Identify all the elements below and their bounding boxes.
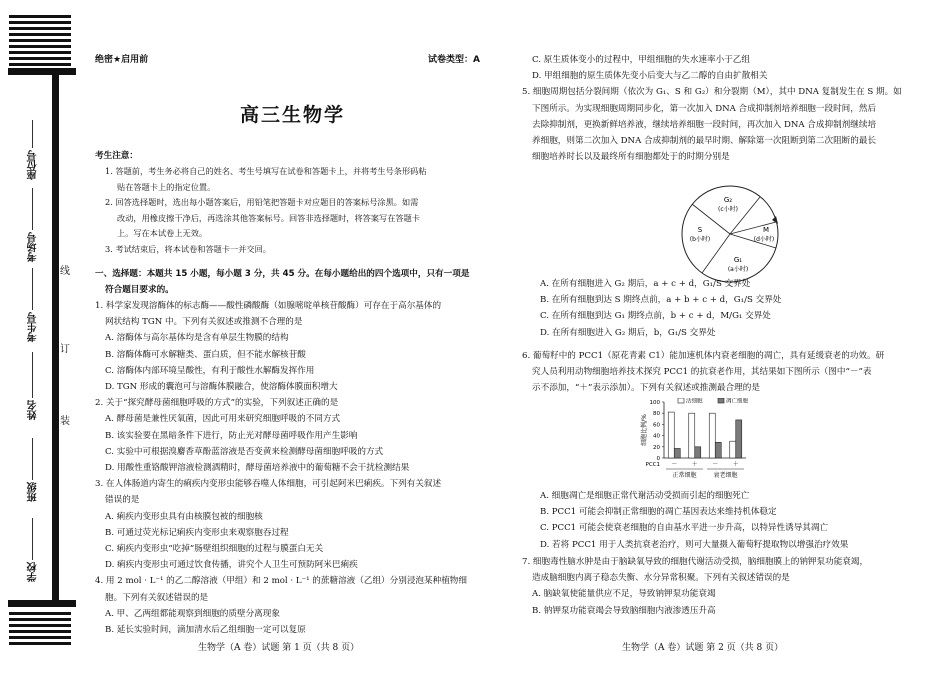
legend-label: 凋亡细胞: [726, 398, 749, 405]
cut-mark-pack: 装: [60, 416, 70, 427]
m-label: M: [762, 226, 770, 234]
y-tick-label: 40: [653, 433, 660, 440]
section-line: 符合题目要求的。: [105, 285, 174, 296]
question-line: 养细胞，则第二次加入 DNA 合成抑制剂的最早时期、解除第一次阻断到第二次阻断的最长: [532, 136, 877, 147]
bar-live: [709, 413, 715, 458]
y-tick-label: 100: [649, 400, 660, 406]
q6-options: [530, 488, 930, 553]
pcc1-bar-chart: [632, 398, 802, 486]
legend-swatch: [678, 398, 684, 403]
question-line: 网状结构 TGN 中。下列有关叙述或推测不合理的是: [105, 317, 303, 328]
question-line: D. 用酸性重铬酸钾溶液检测酒精时，酵母菌培养液中的葡萄糖不会干扰检测结果: [105, 463, 410, 474]
q7-text: [522, 554, 922, 619]
bar-apoptotic: [674, 448, 680, 458]
notice-block: [95, 148, 485, 257]
question-line: 1. 科学家发现溶酶体的标志酶——酸性磷酸酶（如腺嘧啶单核苷酸酶）可存在于高尔基体的: [95, 301, 442, 311]
page-title: 高三生物学: [240, 104, 346, 126]
binding-stripes: [9, 15, 71, 69]
question-line: 去除抑制剂，更换新鲜培养液，继续培养细胞一段时间，再次加入 DNA 合成抑制剂继续培: [532, 119, 877, 130]
g1-time: (a小时): [727, 266, 749, 273]
question-line: 4. 用 2 mol · L⁻¹ 的乙二醇溶液（甲组）和 2 mol · L⁻¹ 的蔗糖溶液（乙组）分别浸泡某种植物细: [95, 576, 467, 587]
question-line: C. 实验中可根据溴麝香草酚蓝溶液是否变黄来检测酵母菌细胞呼吸的方式: [105, 446, 384, 457]
question-line: B. 溶酶体酶可水解糖类、蛋白质，但不能水解核苷酸: [105, 349, 306, 360]
fill-line: [32, 268, 33, 310]
question-line: D. 若将 PCC1 用于人类抗衰老治疗，则可大量摄入葡萄籽提取物以增强治疗效果: [540, 539, 849, 550]
cut-mark-bind: 订: [60, 344, 70, 355]
group-label: 正常细胞: [672, 472, 697, 479]
y-axis-label: 细胞比例/%: [641, 414, 648, 446]
question-line: C. 在所有细胞到达 G₁ 期终点前，b + c + d，M/G₁ 交界处: [540, 311, 771, 322]
sidebar-vertical-bar: [52, 75, 59, 600]
secret-label: 绝密★启用前: [95, 55, 149, 65]
question-line: B. 该实验要在黑暗条件下进行，防止光对酵母菌呼吸作用产生影响: [105, 430, 358, 441]
q6-text: [522, 348, 922, 397]
fill-line: [32, 518, 33, 560]
bar-live: [668, 412, 674, 458]
sidebar-label-room: 考场号: [28, 232, 39, 262]
sidebar-label-name: 姓名: [28, 400, 39, 420]
notice-heading: 考生注意：: [95, 151, 138, 161]
m-time: (d小时): [753, 236, 775, 243]
question-line: A. 酵母菌是兼性厌氧菌，因此可用来研究细胞呼吸的不同方式: [105, 414, 341, 425]
category-label: －: [712, 461, 719, 468]
q5-options: [530, 276, 930, 341]
binding-stripes-bottom: [9, 612, 71, 648]
question-line: 6. 葡萄籽中的 PCC1（原花青素 C1）能加速机体内衰老细胞的凋亡，具有延缓衰老的功效。研: [522, 351, 885, 361]
question-line: C. 溶酶体内部环境呈酸性，有利于酸性水解酶发挥作用: [105, 365, 315, 376]
section-heading: [95, 266, 490, 298]
question-line: D. 甲组细胞的原生质体先变小后变大与乙二醇的自由扩散相关: [532, 71, 768, 82]
question-line: A. 在所有细胞进入 G₂ 期后，a + c + d，G₁/S 交界处: [540, 279, 751, 289]
question-line: B. 在所有细胞到达 S 期终点前，a + b + c + d，G₁/S 交界处: [540, 295, 782, 306]
question-line: A. 甲、乙两组都能观察到细胞的质壁分离现象: [105, 608, 280, 619]
s-time: (b小时): [689, 236, 711, 243]
question-line: 3. 在人体肠道内寄生的痢疾内变形虫能够吞噬人体细胞，可引起阿米巴痢疾。下列有关叙述: [95, 479, 442, 490]
right-questions-top: [522, 52, 922, 165]
question-line: D. 在所有细胞进入 G₂ 期后，b，G₁/S 交界处: [540, 327, 716, 338]
sidebar-bar: [8, 68, 76, 75]
question-line: C. PCC1 可能会使衰老细胞的自由基水平进一步升高，以特异性诱导其凋亡: [540, 523, 829, 534]
notice-item: 3. 考试结束后，将本试卷和答题卡一并交回。: [105, 243, 271, 254]
g2-time: (c小时): [718, 206, 738, 213]
question-line: 细胞培养时长以及最终所有细胞都处于的时期分别是: [532, 152, 730, 163]
sidebar-label-number: 考生号: [28, 312, 39, 342]
footer-right: 生物学（A 卷）试题 第 2 页（共 8 页）: [622, 643, 784, 653]
question-line: 胞。下列有关叙述错误的是: [105, 592, 209, 603]
question-line: D. 痢疾内变形虫可通过饮食传播，讲究个人卫生可预防阿米巴痢疾: [105, 560, 358, 571]
legend-swatch: [718, 398, 724, 403]
s-label: S: [697, 226, 703, 234]
question-line: A. 脑缺氧使能量供应不足，导致钠钾泵功能衰竭: [532, 589, 716, 600]
question-line: A. 痢疾内变形虫具有由核膜包被的细胞核: [105, 511, 263, 522]
bar-live: [730, 441, 736, 458]
bar-apoptotic: [736, 420, 742, 458]
left-questions: [95, 298, 490, 638]
fill-line: [32, 352, 33, 398]
legend-label: 活细胞: [686, 398, 703, 405]
y-tick-label: 20: [653, 444, 660, 451]
question-line: B. 延长实验时间，滴加清水后乙组细胞一定可以复原: [105, 625, 306, 636]
cell-cycle-diagram: [672, 180, 788, 290]
notice-item: 1. 答题前，考生务必将自己的姓名、考生号填写在试卷和答题卡上，并将考生号条形码粘: [105, 166, 427, 177]
notice-item: 改动，用橡皮擦干净后，再选涂其他答案标号。回答非选择题时，将答案写在答题卡: [117, 212, 420, 223]
question-line: 7. 细胞毒性脑水肿是由于脑缺氧导致的细胞代谢活动受损，脑细胞膜上的钠钾泵功能衰竭，: [522, 557, 869, 567]
y-tick-label: 60: [653, 422, 660, 429]
question-line: 下图所示。为实现细胞周期同步化，第一次加入 DNA 合成抑制剂培养细胞一段时间，然后: [532, 103, 877, 114]
fill-line: [32, 120, 33, 148]
notice-item: 2. 回答选择题时，选出每小题答案后，用铅笔把答题卡对应题目的答案标号涂黑。如需: [105, 197, 419, 208]
question-line: C. 原生质体变小的过程中，甲组细胞的失水速率小于乙组: [532, 55, 750, 65]
cut-mark-line: 线: [60, 266, 70, 277]
bar-apoptotic: [695, 447, 701, 458]
category-label: ＋: [691, 461, 698, 468]
y-tick-label: 0: [656, 456, 660, 462]
paper-type: 试卷类型：A: [428, 55, 480, 65]
question-line: 2. 关于“探究酵母菌细胞呼吸的方式”的实验，下列叙述正确的是: [95, 398, 339, 409]
question-line: A. 细胞凋亡是细胞正常代谢活动受损而引起的细胞死亡: [540, 491, 750, 501]
sidebar-label-school: 学校: [28, 562, 39, 582]
fill-line: [32, 438, 33, 480]
bar-apoptotic: [715, 442, 721, 458]
sidebar-label-seat: 座位号: [28, 150, 39, 180]
category-label: ＋: [732, 461, 739, 468]
question-line: A. 溶酶体与高尔基体均是含有单层生物膜的结构: [105, 333, 289, 344]
question-line: D. TGN 形成的囊泡可与溶酶体膜融合，使溶酶体膜面积增大: [105, 382, 338, 393]
y-tick-label: 80: [653, 411, 660, 418]
g1-label: G₁: [733, 256, 743, 264]
fill-line: [32, 188, 33, 230]
question-line: 错误的是: [105, 495, 140, 506]
footer-left: 生物学（A 卷）试题 第 1 页（共 8 页）: [198, 643, 360, 653]
question-line: C. 痢疾内变形虫“吃掉”肠壁组织细胞的过程与膜蛋白无关: [105, 544, 324, 555]
question-line: 究人员利用动物细胞培养技术探究 PCC1 的抗衰老作用，其结果如下图所示（图中“－”表: [532, 367, 872, 378]
question-line: B. 可通过荧光标记痢疾内变形虫来观察胞吞过程: [105, 527, 289, 538]
section-line: 一、选择题：本题共 15 小题，每小题 3 分，共 45 分。在每小题给出的四个选项中，只有一项是: [95, 269, 470, 279]
group-label: 衰老细胞: [713, 472, 738, 479]
question-line: B. PCC1 可能会抑制正常细胞的凋亡基因表达来维持机体稳定: [540, 507, 777, 518]
sidebar-label-class: 班级: [28, 482, 39, 502]
sidebar-bar-bottom: [8, 600, 76, 607]
question-line: B. 钠钾泵功能衰竭会导致脑细胞内液渗透压升高: [532, 605, 716, 616]
row-label: PCC1: [645, 462, 660, 468]
binding-sidebar: [0, 0, 86, 688]
category-label: －: [671, 461, 678, 468]
question-line: 5. 细胞周期包括分裂间期（依次为 G₁、S 和 G₂）和分裂期（M），其中 DNA 复制发生在 S 期。如: [522, 87, 902, 98]
notice-item: 贴在答题卡上的指定位置。: [117, 181, 216, 192]
notice-item: 上。写在本试卷上无效。: [117, 228, 208, 239]
question-line: 造成脑细胞内离子稳态失衡、水分异常积聚。下列有关叙述错误的是: [532, 573, 790, 584]
g2-label: G₂: [723, 196, 733, 204]
question-line: 示不添加，“＋”表示添加）。下列有关叙述或推测最合理的是: [532, 383, 760, 394]
bar-live: [689, 413, 695, 458]
